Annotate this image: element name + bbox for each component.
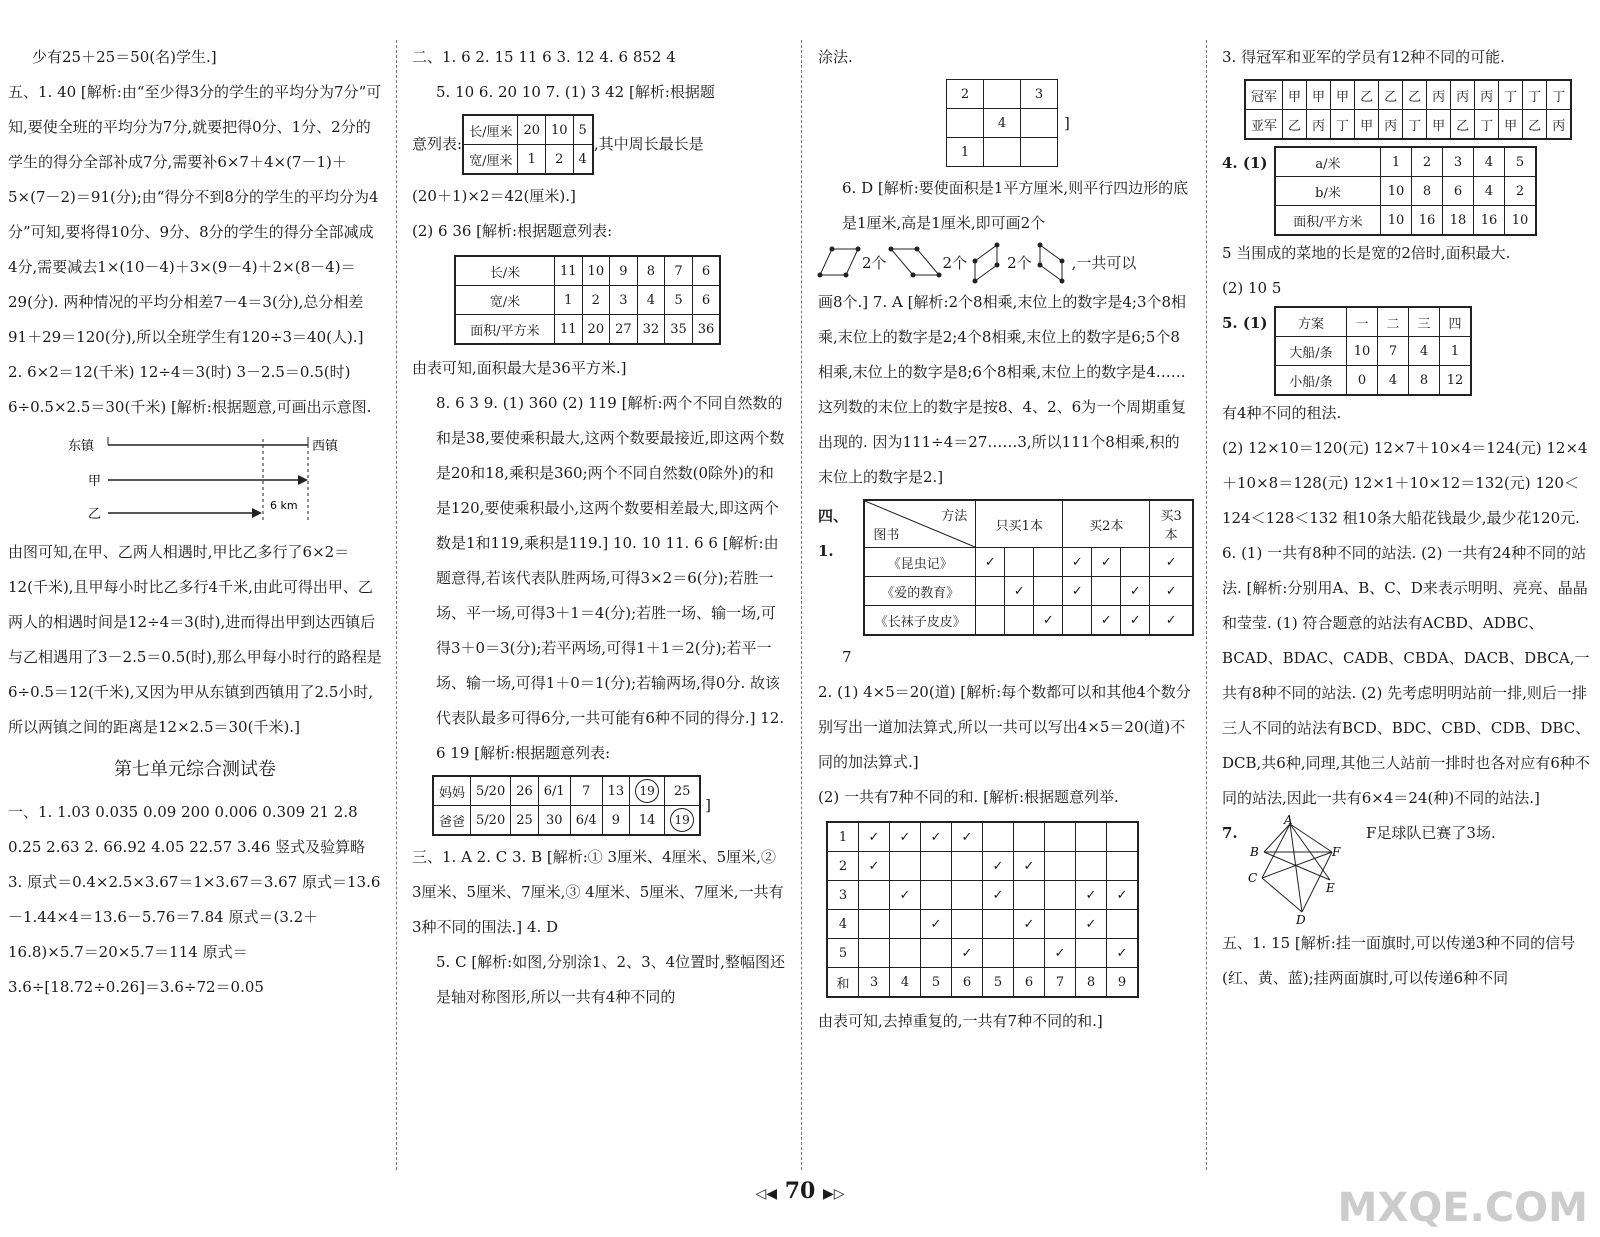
table-cell: 乙 xyxy=(1403,80,1427,110)
bracket: ] xyxy=(705,796,712,814)
table-cell xyxy=(630,776,665,806)
table-cell: 26 xyxy=(511,776,539,806)
mark: ✓ xyxy=(976,548,1005,577)
table-cell xyxy=(921,881,952,910)
table-cell: 丁 xyxy=(1475,110,1499,140)
table-cell: 6 xyxy=(692,256,720,286)
table-cell: 4 xyxy=(1378,366,1409,396)
table-cell: 1 xyxy=(827,822,859,852)
point-label: A xyxy=(1284,813,1293,827)
table-cell: 1 xyxy=(1381,147,1412,177)
table-cell: 丙 xyxy=(1547,110,1572,140)
table-cell: 1 xyxy=(518,145,546,175)
table-cell: 5 xyxy=(921,968,952,998)
table-cell: 亚军 xyxy=(1245,110,1283,140)
table-cell: 2 xyxy=(546,145,574,175)
section-heading: 第七单元综合测试卷 xyxy=(114,759,276,780)
table-cell: 丙 xyxy=(1307,110,1331,140)
table-cell: 一 xyxy=(1347,307,1378,337)
parallelogram-row xyxy=(818,241,1194,285)
parallelogram-shape xyxy=(887,243,943,283)
grid-line xyxy=(946,79,1194,167)
table-cell: 10 xyxy=(582,256,610,286)
paragraph: (2) 10 5 xyxy=(1222,279,1282,297)
table-cell: 3 xyxy=(1443,147,1474,177)
table-cell xyxy=(1076,852,1107,881)
paragraph: 由表可知,去掉重复的,一共有7种不同的和.] xyxy=(818,1012,1103,1030)
table-cell: 20 xyxy=(518,115,546,145)
column-divider xyxy=(396,40,397,1170)
paragraph: (2) 6 36 [解析:根据题意列表: xyxy=(412,222,613,240)
table-cell xyxy=(1045,881,1076,910)
table-cell: 0 xyxy=(1347,366,1378,396)
diagonal-header xyxy=(864,500,976,548)
paragraph: 由图可知,在甲、乙两人相遇时,甲比乙多行了6×2＝12(千米),且甲每小时比乙多行4千米,由此可得出甲、乙两人的相遇时间是12÷4＝3(时),进而得出甲到达西镇后与乙相遇用了3－2.5＝0.5(时),那么甲每小时行的路程是6÷0.5＝12(千米),又因为甲从东镇到西镇用了2.5小时,所以两镇之间的距离是12×2.5＝30(千米).] xyxy=(8,543,382,736)
column-3 xyxy=(818,40,1194,1039)
paragraph: 6. (1) 一共有8种不同的站法. (2) 一共有24种不同的站法. [解析:分别用A、B、C、D来表示明明、亮亮、晶晶和莹莹. (1) 符合题意的站法有ACBD、ADBC、BCAD、BDAC、CADB、CBDA、DACB、DBCA,一共有8种不同的站法. (2) 先考虑明明站前一排,则后一排三人不同的站法有BCD、BDC、CBD、CDB、DBC、DCB,共6种,同理,其他三人站前一排时也各对应有6种不同的站法,因此一共有6×4＝24(种)不同的站法.] xyxy=(1222,544,1591,807)
table-cell: ✓ xyxy=(859,852,890,881)
paragraph: 5. 10 6. 20 10 7. (1) 3 42 [解析:根据题 xyxy=(436,83,715,101)
table-rectangle xyxy=(1274,146,1537,236)
mark: ✓ xyxy=(1092,606,1121,636)
parallelogram-shape xyxy=(818,243,862,283)
header-buy2: 买2本 xyxy=(1063,500,1150,548)
mark: ✓ xyxy=(1150,548,1193,577)
table-cell: 甲 xyxy=(1283,80,1307,110)
table-cell: 4 xyxy=(573,145,593,175)
parallelogram-shape xyxy=(1032,243,1072,283)
table-cell: 和 xyxy=(827,968,859,998)
table-cell: 乙 xyxy=(1379,80,1403,110)
table-cell: 1 xyxy=(555,286,583,315)
table1-suffix: ,其中周长最长是 xyxy=(593,135,704,153)
point-label: E xyxy=(1326,881,1335,895)
label-jia: 甲 xyxy=(88,474,102,489)
page-number: 70 xyxy=(784,1178,816,1204)
paragraph: 一、1. 1.03 0.035 0.09 200 0.006 0.309 21 2.8 0.25 2.63 2. 66.92 4.05 22.57 3.46 竖式及验算略 3. 原式＝0.4×2.5×3.67＝1×3.67＝3.67 原式＝13.6－1.44×4＝13.6－5.76＝7.84 原式＝(3.2＋16.8)×5.7＝20×5.7＝114 原式＝3.6÷[18.72÷0.26]＝3.6÷72＝0.05 xyxy=(8,803,381,996)
table-cell: ✓ xyxy=(890,881,921,910)
next-arrows-icon: ▶▷ xyxy=(822,1186,845,1202)
table-scores xyxy=(432,775,701,836)
table-cell: b/米 xyxy=(1275,177,1381,206)
match-graph xyxy=(1246,813,1341,927)
paragraph: 少有25＋25＝50(名)学生.] xyxy=(32,48,217,66)
table-cell: 10 xyxy=(1347,337,1378,366)
table-cell xyxy=(665,806,701,836)
table-cell: 9 xyxy=(1107,968,1139,998)
table-cell: 10 xyxy=(546,115,574,145)
label-distance: 6 km xyxy=(270,499,298,512)
table-boats xyxy=(1274,306,1472,396)
count-label: 2个 xyxy=(862,253,887,272)
table-cell: 9 xyxy=(610,256,638,286)
table-cell: 3 xyxy=(859,968,890,998)
paragraph: (20＋1)×2＝42(厘米).] xyxy=(412,187,576,205)
grid-cell: 4 xyxy=(984,109,1021,138)
point-label: F xyxy=(1332,845,1341,859)
table-cell: ✓ xyxy=(921,822,952,852)
table-cell: 4 xyxy=(890,968,921,998)
paragraph: (2) 一共有7种不同的和. [解析:根据题意列举. xyxy=(818,788,1119,806)
paragraph: 由表可知,面积最大是36平方米.] xyxy=(412,359,627,377)
table-cell: 乙 xyxy=(1283,110,1307,140)
table-cell xyxy=(859,939,890,968)
label-east: 东镇 xyxy=(68,439,95,454)
q7-answer: F足球队已赛了3场. xyxy=(1366,824,1496,842)
table-cell: 7 xyxy=(570,776,602,806)
mark: ✓ xyxy=(1121,606,1150,636)
table-cell: 丙 xyxy=(1427,80,1451,110)
mark xyxy=(976,606,1005,636)
grid-cell xyxy=(984,80,1021,109)
table-cell: ✓ xyxy=(1107,881,1139,910)
table-cell xyxy=(921,852,952,881)
table-cell: 宽/米 xyxy=(455,286,555,315)
table-cell: 2 xyxy=(827,852,859,881)
table-cell: 8 xyxy=(1409,366,1440,396)
table-cell xyxy=(890,852,921,881)
table-cell: 5 xyxy=(983,968,1014,998)
table-cell: 甲 xyxy=(1427,110,1451,140)
table-cell xyxy=(859,881,890,910)
table-cell: 方案 xyxy=(1275,307,1347,337)
table-cell: ✓ xyxy=(983,881,1014,910)
paragraph: 5. C [解析:如图,分别涂1、2、3、4位置时,整幅图还是轴对称图形,所以一共有4种不同的 xyxy=(436,953,785,1006)
table-cell xyxy=(1107,910,1139,939)
mark xyxy=(1034,577,1063,606)
table-area xyxy=(454,255,721,345)
table-cell: 面积/平方米 xyxy=(1275,206,1381,236)
table-sums xyxy=(826,821,1139,998)
table-cell: 丙 xyxy=(1451,80,1475,110)
table-cell: ✓ xyxy=(890,822,921,852)
paragraph: 6. D [解析:要使面积是1平方厘米,则平行四边形的底是1厘米,高是1厘米,即可画2个 xyxy=(842,179,1189,232)
grid-cell xyxy=(1021,109,1058,138)
table-cell: 5/20 xyxy=(471,776,511,806)
table-cell: 长/厘米 xyxy=(463,115,518,145)
mark xyxy=(1063,606,1092,636)
table-cell: 6 xyxy=(1443,177,1474,206)
column-2 xyxy=(412,40,786,1015)
table-cell: 丁 xyxy=(1499,80,1523,110)
table-cell xyxy=(1045,822,1076,852)
table-cell: 小船/条 xyxy=(1275,366,1347,396)
column-1 xyxy=(8,40,382,1005)
table-cell: ✓ xyxy=(921,910,952,939)
table-cell: 2 xyxy=(1505,177,1537,206)
table-books xyxy=(863,499,1194,636)
column-4 xyxy=(1222,40,1594,996)
table-cell xyxy=(952,881,983,910)
table-cell: 甲 xyxy=(1355,110,1379,140)
table-cell: 宽/厘米 xyxy=(463,145,518,175)
paragraph: 5 当围成的菜地的长是宽的2倍时,面积最大. xyxy=(1222,244,1511,262)
paragraph: 画8个.] 7. A [解析:2个8相乘,末位上的数字是4;3个8相乘,末位上的数字是2;4个8相乘,末位上的数字是6;5个8相乘,末位上的数字是8;6个8相乘,末位上的数字是4……这列数的末位上的数字是按8、4、2、6为一个周期重复出现的. 因为111÷4＝27……3,所以111个8相乘,积的末位上的数字是2.] xyxy=(818,293,1187,486)
grid-cell xyxy=(947,109,984,138)
table-cell: 16 xyxy=(1474,206,1505,236)
paragraph: 7 xyxy=(842,648,852,666)
table-cell: 25 xyxy=(511,806,539,836)
mark xyxy=(1005,548,1034,577)
table-cell: 4 xyxy=(1409,337,1440,366)
mark xyxy=(976,577,1005,606)
table-cell xyxy=(1107,852,1139,881)
table-cell: 6/1 xyxy=(538,776,570,806)
table-cell: 6/4 xyxy=(570,806,602,836)
watermark: MXQE.COM xyxy=(1337,1185,1588,1231)
table-cell: 5 xyxy=(827,939,859,968)
grid-cell: 2 xyxy=(947,80,984,109)
point-label: B xyxy=(1250,845,1259,859)
table-cell: 11 xyxy=(555,315,583,345)
table-cell: 3 xyxy=(827,881,859,910)
circled-number: 19 xyxy=(635,779,659,803)
header-buy3: 买3本 xyxy=(1150,500,1193,548)
paragraph: 有4种不同的租法. xyxy=(1222,404,1342,422)
table-cell: 大船/条 xyxy=(1275,337,1347,366)
mark: ✓ xyxy=(1005,577,1034,606)
column-divider xyxy=(801,40,802,1170)
book-name: 《爱的教育》 xyxy=(864,577,976,606)
table-cell: 14 xyxy=(630,806,665,836)
label-west: 西镇 xyxy=(312,439,339,454)
distance-diagram xyxy=(8,425,382,535)
table-cell: 2 xyxy=(1412,147,1443,177)
table-cell xyxy=(859,910,890,939)
table-cell: ✓ xyxy=(1045,939,1076,968)
table-cell: 二 xyxy=(1378,307,1409,337)
table-cell xyxy=(1014,822,1045,852)
table3-line xyxy=(432,775,786,836)
table-cell: 6 xyxy=(952,968,983,998)
table-cell: 5/20 xyxy=(471,806,511,836)
table-cell xyxy=(1045,852,1076,881)
table-cell: 6 xyxy=(692,286,720,315)
paragraph: 2. (1) 4×5＝20(道) [解析:每个数都可以和其他4个数分别写出一道加法算式,所以一共可以写出4×5＝20(道)不同的加法算式.] xyxy=(818,683,1191,771)
table1-prefix: 意列表: xyxy=(412,135,463,153)
table-cell: 8 xyxy=(1412,177,1443,206)
table-champion xyxy=(1244,79,1572,140)
table1-line xyxy=(412,114,786,175)
header-method: 方法 xyxy=(941,509,968,524)
table-cell: 妈妈 xyxy=(433,776,471,806)
table-cell: 16 xyxy=(1412,206,1443,236)
mark xyxy=(1034,548,1063,577)
paragraph: 二、1. 6 2. 15 11 6 3. 12 4. 6 852 4 xyxy=(412,48,676,66)
table-cell: ✓ xyxy=(983,852,1014,881)
shapes-suffix: ,一共可以 xyxy=(1071,253,1137,272)
paragraph: 五、1. 15 [解析:挂一面旗时,可以传递3种不同的信号(红、黄、蓝);挂两面旗时,可以传递6种不同 xyxy=(1222,934,1576,987)
question-label: 4. (1) xyxy=(1222,154,1268,172)
count-label: 2个 xyxy=(1007,253,1032,272)
question-label: 7. xyxy=(1222,824,1238,842)
table-cell: 三 xyxy=(1409,307,1440,337)
table-cell: 甲 xyxy=(1307,80,1331,110)
table-cell xyxy=(1014,939,1045,968)
table-cell xyxy=(983,910,1014,939)
table-cell: 9 xyxy=(602,806,630,836)
table-cell xyxy=(1045,910,1076,939)
table-cell: 4 xyxy=(827,910,859,939)
table-cell: 10 xyxy=(1381,206,1412,236)
table-cell: 乙 xyxy=(1355,80,1379,110)
label-yi: 乙 xyxy=(88,507,102,522)
header-buy1: 只买1本 xyxy=(976,500,1063,548)
table-cell: 6 xyxy=(1014,968,1045,998)
mark: ✓ xyxy=(1092,548,1121,577)
table-cell: 丙 xyxy=(1475,80,1499,110)
table-cell: 5 xyxy=(573,115,593,145)
table-cell: ✓ xyxy=(1014,910,1045,939)
table-cell: 8 xyxy=(637,256,665,286)
question-label: 5. (1) xyxy=(1222,314,1268,332)
table-cell xyxy=(1014,881,1045,910)
table-cell: ✓ xyxy=(1076,881,1107,910)
table-cell xyxy=(1076,939,1107,968)
table-cell: 面积/平方米 xyxy=(455,315,555,345)
symmetry-grid xyxy=(946,79,1058,167)
table-cell: 3 xyxy=(610,286,638,315)
table-cell: 爸爸 xyxy=(433,806,471,836)
table-cell: 4 xyxy=(1474,147,1505,177)
table-cell xyxy=(983,939,1014,968)
table-cell: 丙 xyxy=(1379,110,1403,140)
table-cell: ✓ xyxy=(1014,852,1045,881)
table-cell: 7 xyxy=(665,256,693,286)
table-cell: 11 xyxy=(555,256,583,286)
table-cell: 12 xyxy=(1440,366,1472,396)
table-cell: 18 xyxy=(1443,206,1474,236)
grid-cell: 1 xyxy=(947,138,984,167)
table-cell xyxy=(1107,822,1139,852)
table-cell: 7 xyxy=(1045,968,1076,998)
table-cell: 5 xyxy=(665,286,693,315)
table-cell: 25 xyxy=(665,776,701,806)
table-cell: 13 xyxy=(602,776,630,806)
book-name: 《昆虫记》 xyxy=(864,548,976,577)
table-cell: 27 xyxy=(610,315,638,345)
paragraph: 三、1. A 2. C 3. B [解析:① 3厘米、4厘米、5厘米,② 3厘米、5厘米、7厘米,③ 4厘米、5厘米、7厘米,一共有3种不同的围法.] 4. D xyxy=(412,848,784,936)
diagram-svg xyxy=(8,425,382,535)
paragraph: 3. 得冠军和亚军的学员有12种不同的可能. xyxy=(1222,48,1505,66)
table-cell xyxy=(952,910,983,939)
table-cell: 乙 xyxy=(1523,110,1547,140)
table-cell: 丁 xyxy=(1523,80,1547,110)
table-cell xyxy=(983,822,1014,852)
table-cell: 丁 xyxy=(1331,110,1355,140)
q7-line xyxy=(1222,813,1594,927)
table-cell: 10 xyxy=(1381,177,1412,206)
table-cell: 30 xyxy=(538,806,570,836)
table-cell: 8 xyxy=(1076,968,1107,998)
table-cell xyxy=(921,939,952,968)
table-cell: 1 xyxy=(1440,337,1472,366)
table-cell: 乙 xyxy=(1451,110,1475,140)
table-cell: a/米 xyxy=(1275,147,1381,177)
mark xyxy=(1092,577,1121,606)
table-cell: ✓ xyxy=(952,822,983,852)
mark xyxy=(1121,548,1150,577)
table-cell: 32 xyxy=(637,315,665,345)
parallelogram-shape xyxy=(967,243,1007,283)
table-cell: ✓ xyxy=(859,822,890,852)
table-cell: 4 xyxy=(1474,177,1505,206)
paragraph: (2) 12×10＝120(元) 12×7＋10×4＝124(元) 12×4＋10×8＝128(元) 12×1＋10×12＝132(元) 120＜124＜128＜132 租10条大船花钱最少,最少花120元. xyxy=(1222,439,1588,527)
table-cell: 20 xyxy=(582,315,610,345)
boat-table-line xyxy=(1222,306,1594,396)
table-cell: 10 xyxy=(1505,206,1537,236)
ab-table-line xyxy=(1222,146,1594,236)
point-label: C xyxy=(1248,871,1258,885)
circled-number: 19 xyxy=(670,808,694,832)
grid-cell: 3 xyxy=(1021,80,1058,109)
grid-cell xyxy=(984,138,1021,167)
paragraph: 五、1. 40 [解析:由“至少得3分的学生的平均分为7分”可知,要使全班的平均分为7分,就要把得0分、1分、2分的学生的得分全部补成7分,需要补6×7＋4×(7－1)＋5×(7－2)＝91(分);由“得分不到8分的学生的平均分为4分”可知,要将得10分、9分、8分的学生的得分全部减成4分,需要减去1×(10－4)＋3×(9－4)＋2×(8－4)＝29(分). 两种情况的平均分相差7－4＝3(分),总分相差91＋29＝120(分),所以全班学生有120÷3＝40(人).] 2. 6×2＝12(千米) 12÷4＝3(时) 3－2.5＝0.5(时) 6÷0.5×2.5＝30(千米) [解析:根据题意,可画出示意图. xyxy=(8,83,382,416)
paragraph: 涂法. xyxy=(818,48,853,66)
question-label: 四、1. xyxy=(818,507,849,560)
table-cell: 甲 xyxy=(1331,80,1355,110)
mark: ✓ xyxy=(1063,548,1092,577)
table-cell: 35 xyxy=(665,315,693,345)
table-cell: ✓ xyxy=(952,939,983,968)
count-label: 2个 xyxy=(942,253,968,272)
book-name: 《长袜子皮皮》 xyxy=(864,606,976,636)
table-cell: 2 xyxy=(582,286,610,315)
bracket: ] xyxy=(1064,113,1070,132)
table-cell xyxy=(1076,822,1107,852)
table-cell: 5 xyxy=(1505,147,1537,177)
table-cell: 长/米 xyxy=(455,256,555,286)
prev-arrows-icon: ◁◀ xyxy=(755,1186,778,1202)
table-cell xyxy=(890,939,921,968)
point-label: D xyxy=(1296,913,1306,927)
table-cell: 丁 xyxy=(1547,80,1572,110)
mark: ✓ xyxy=(1150,606,1193,636)
mark: ✓ xyxy=(1121,577,1150,606)
table-cell xyxy=(952,852,983,881)
table-cell xyxy=(890,910,921,939)
table-cell: 甲 xyxy=(1499,110,1523,140)
mark: ✓ xyxy=(1150,577,1193,606)
mark xyxy=(1005,606,1034,636)
table-cell: 4 xyxy=(637,286,665,315)
table-cell: 36 xyxy=(692,315,720,345)
header-book: 图书 xyxy=(873,528,900,543)
column-divider xyxy=(1206,40,1207,1170)
paragraph: 8. 6 3 9. (1) 360 (2) 119 [解析:两个不同自然数的和是38,要使乘积最大,这两个数要最接近,即这两个数是20和18,乘积是360;两个不同自然数(0除外)的和是120,要使乘积最小,这两个数要相差最大,即这两个数是1和119,乘积是119.] 10. 10 11. 6 6 [解析:由题意得,若该代表队胜两场,可得3×2＝6(分);若胜一场、平一场,可得3＋1＝4(分);若胜一场、输一场,可得3＋0＝3(分);若平两场,可得1＋1＝2(分);若平一场、输一场,可得1＋0＝1(分);若输两场,得0分. 故该代表队最多可得6分,一共可能有6种不同的得分.] 12. 6 19 [解析:根据题意列表: xyxy=(436,394,785,762)
grid-cell xyxy=(1021,138,1058,167)
table-cell: 冠军 xyxy=(1245,80,1283,110)
table-length-width xyxy=(462,114,594,175)
book-table-line xyxy=(818,499,1194,636)
table-cell: 四 xyxy=(1440,307,1472,337)
table-cell: ✓ xyxy=(1076,910,1107,939)
table-cell: ✓ xyxy=(1107,939,1139,968)
table-cell: 7 xyxy=(1378,337,1409,366)
table-cell: 丁 xyxy=(1403,110,1427,140)
mark: ✓ xyxy=(1063,577,1092,606)
mark: ✓ xyxy=(1034,606,1063,636)
